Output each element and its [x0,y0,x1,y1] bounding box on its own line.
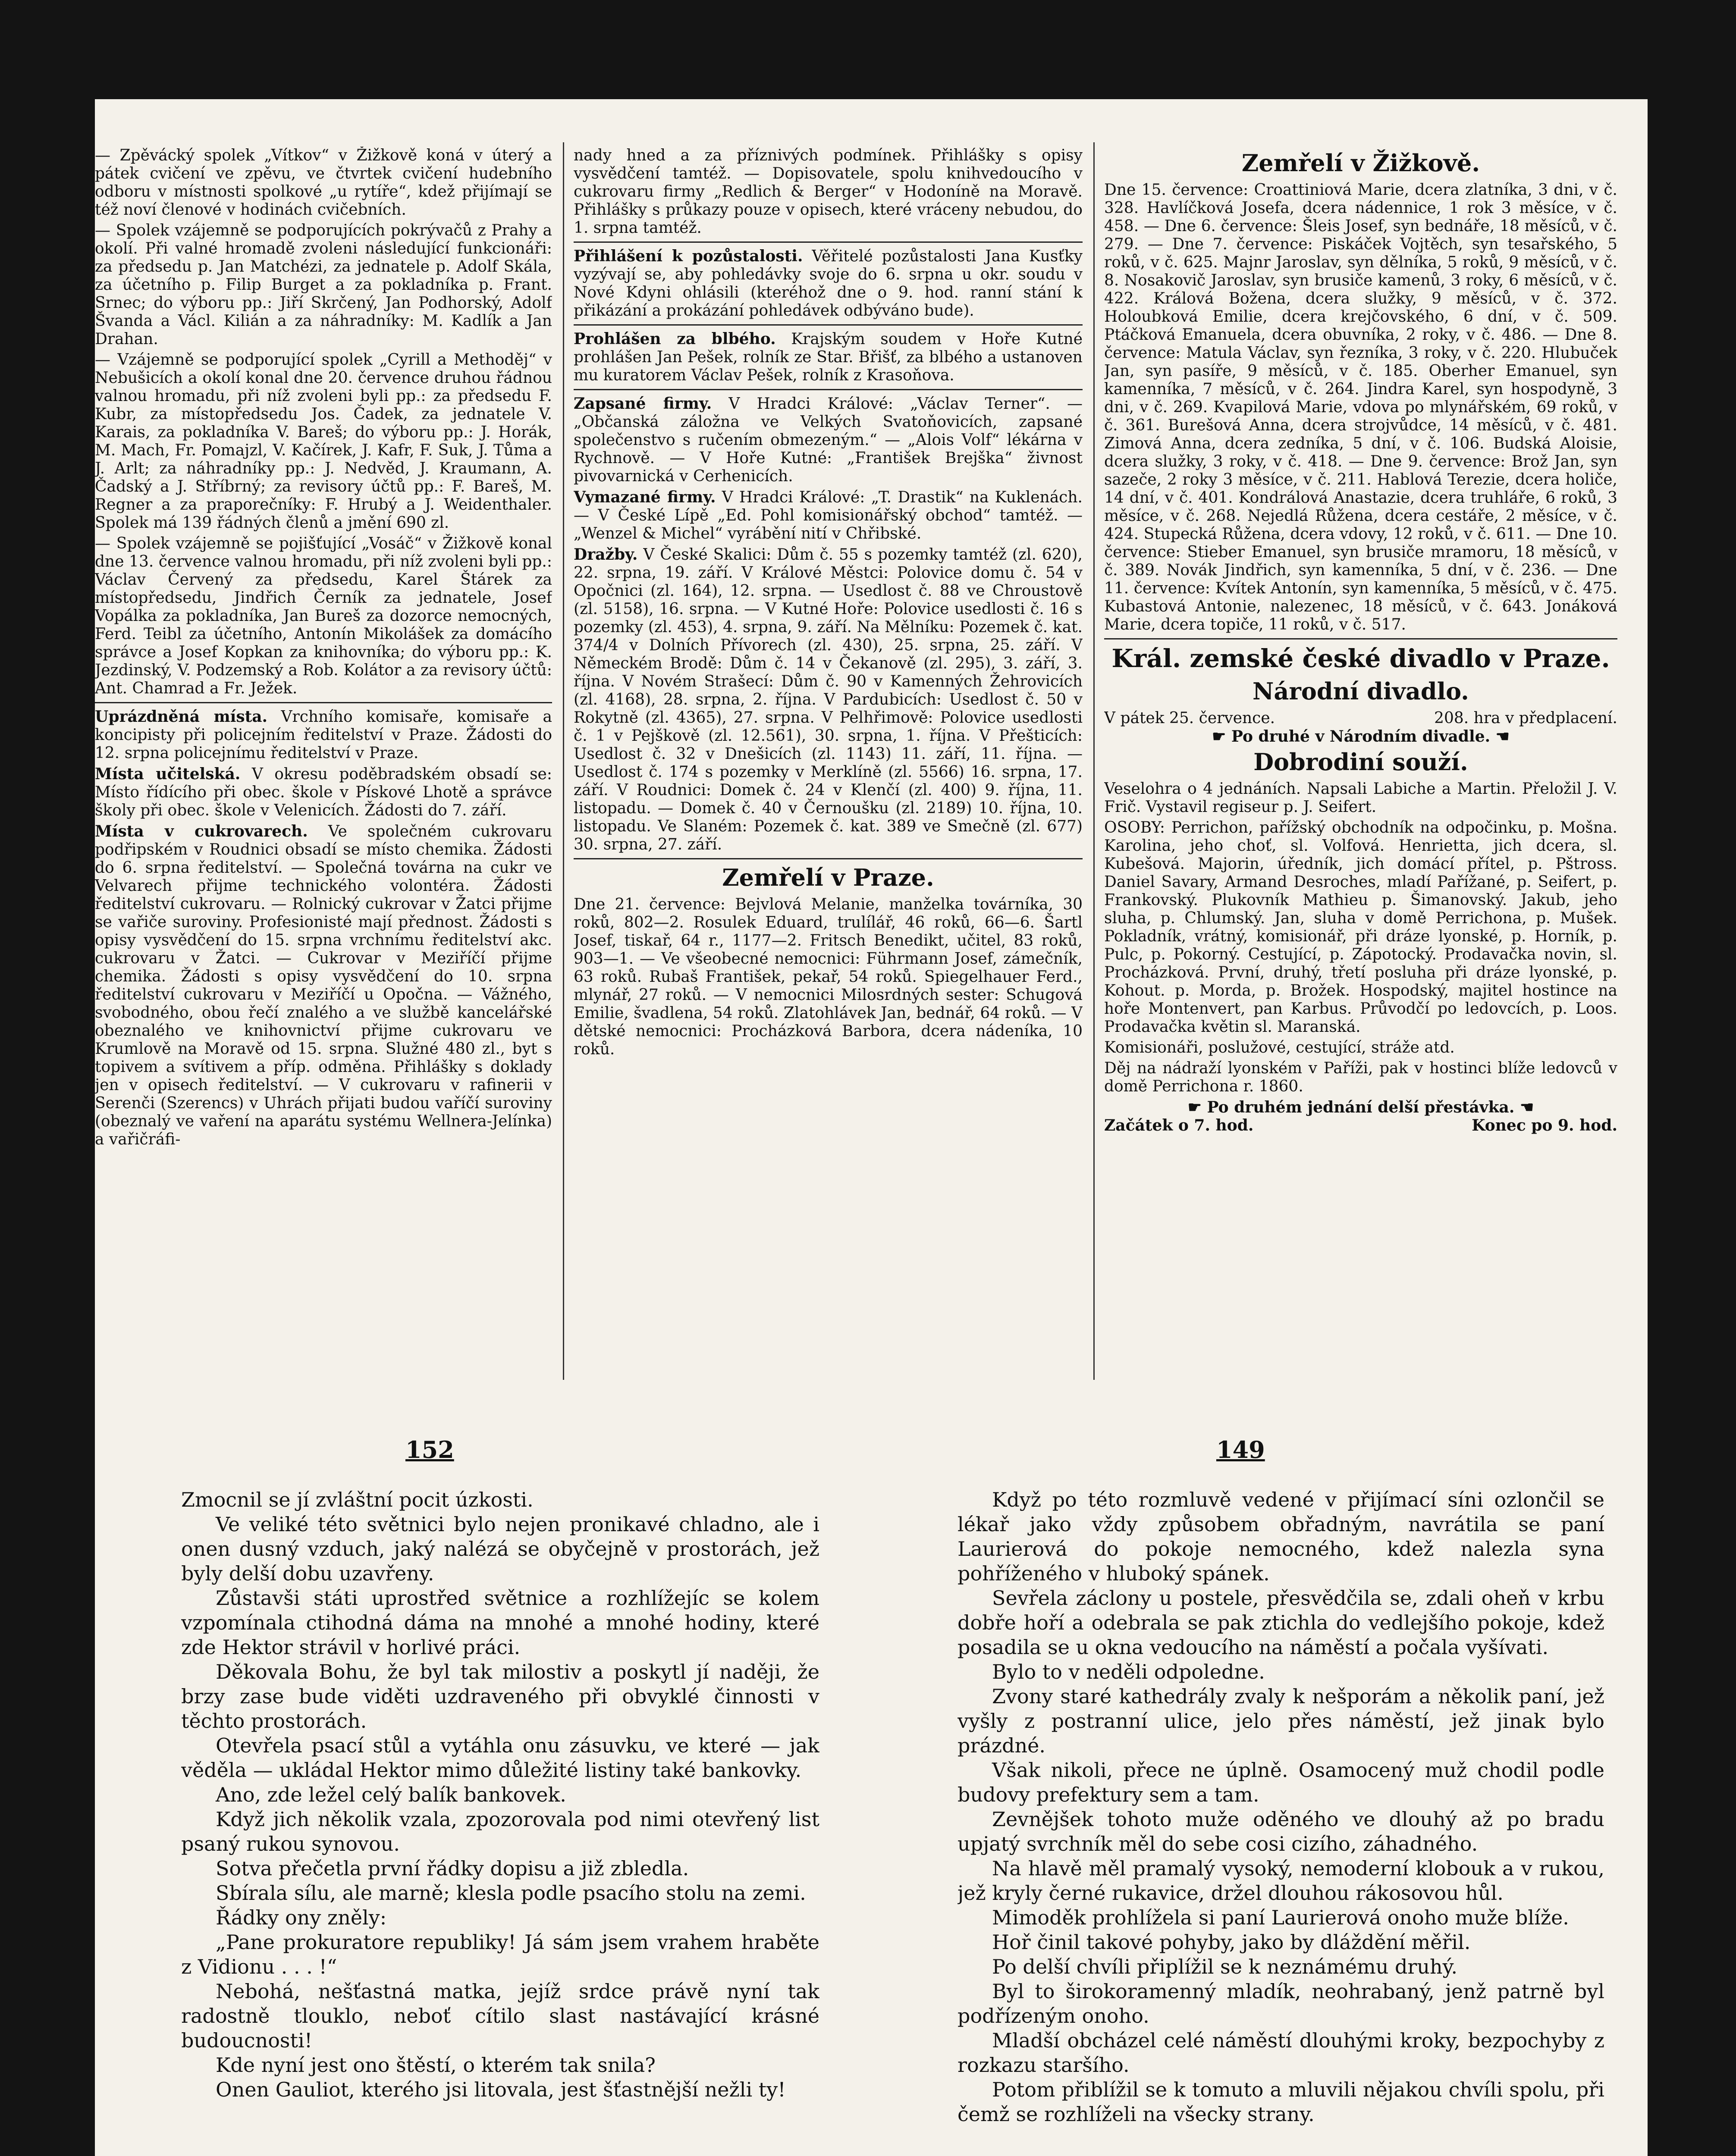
novel-paragraph: Sbírala sílu, ale marně; klesla podle psacího stolu na zemi. [216,1881,806,1905]
novel-paragraph: Zevnějšek tohoto muže oděného ve dlouhý až po bradu upjatý svrchník měl do sebe cosi cizího, záhadného. [957,1808,1604,1855]
column-2 [574,147,1083,1380]
page-number-left: 152 [405,1436,454,1463]
novel-paragraph: Ve veliké této světnici bylo nejen pronikavé chladno, ale i onen dusný vzduch, jaký nalézá se obyčejně v prostorách, jež byly delší dobu uzavřeny. [181,1513,819,1585]
novel-paragraph: Mimoděk prohlížela si paní Laurierová onoho muže blíže. [992,1906,1569,1929]
novel-paragraph: Když jich několik vzala, zpozorovala pod nimi otevřený list psaný rukou synovou. [181,1808,819,1855]
novel-paragraph: Když po této rozmluvě vedené v přijímací síni ozlončil se lékař jako vždy způsobem obřadným, navrátila se paní Laurierová do pokoje nemocného, kdež nalezla syna pohříženého v hluboký spánek. [957,1488,1604,1585]
novel-paragraph: Nebohá, nešťastná matka, jejíž srdce právě nyní tak radostně tlouklo, neboť cítilo slast nastávající krásné budoucnosti! [181,1980,819,2052]
novel-paragraph: Sotva přečetla první řádky dopisu a již zbledla. [216,1857,689,1880]
novel-paragraph: Onen Gauliot, kterého jsi litovala, jest šťastnější nežli ty! [216,2078,786,2101]
divider [95,702,552,703]
novel-page-right [957,1488,1604,2156]
novel-paragraph: Byl to širokoramenný mladík, neohrabaný, jenž patrně byl podřízeným onoho. [957,1980,1604,2028]
notice-text: Ve společném cukrovaru podřipském v Roudnici obsadí se místo chemika. Žádosti do 6. srpna ředitelství. — Společná továrna na cukr ve Velvarech přijme technického volontéra. Žádosti ředitelství cukrovaru. — Rolnický cukrovar v Žatci přijme se vařiče suroviny. Profesionisté mají přednost. Žádosti s opisy vysvědčení do 15. srpna vrchnímu ředitelství akc. cukrovaru v Žatci. — Cukrovar v Meziříčí přijme chemika. Žádosti s opisy vysvědčení do 10. srpna ředitelství cukrovaru v Meziříčí u Opočna. — Vážného, svobodného, obou řečí znalého a ve službě kancelářské obeznalého ve knihovnictví přijme cukrovaru ve Krumlově na Moravě od 15. srpna. Služné 480 zl., byt s topivem a svítivem a příp. odměna. Přihlášky s doklady jen v opisech ředitelství. — V cukrovaru v rafinerii v Serenči (Szerencs) v Uhrách přijati budou vaříčí suroviny (obeznalý ve vaření na aparátu systému Wellnera-Jelínka) a vařičráfi- [95,823,552,1148]
novel-page-left [181,1488,819,2156]
notice [574,247,1083,320]
news-item: — Spolek vzájemně se pojišťující „Vosáč“ v Žižkově konal dne 13. července valnou hromadu, při níž zvoleni byli pp.: Václav Červený za předsedu, Karel Štárek za místopředsedu, Jindřich Černík za jednatele, Josef Vopálka za pokladníka, Jan Bureš za dozorce nemocných, Ferd. Teibl za účetního, Antonín Mikolášek za domácího správce a Josef Kopkan za knihovníka; do výboru pp.: K. Jezdinský, V. Podzemský a Rob. Kolátor a za revisory účtů: Ant. Chamrad a Fr. Ježek. [95,535,552,697]
divider [574,241,1083,243]
notice-lead: Uprázdněná místa. [95,708,268,726]
novel-paragraph: Potom přiblížil se k tomuto a mluvili nějakou chvíli spolu, při čemž se rozhlíželi na všecky strany. [957,2078,1604,2126]
novel-paragraph: Po delší chvíli připlížil se k neznámému druhý. [992,1955,1458,1978]
notice-text: V České Skalici: Dům č. 55 s pozemky tamtéž (zl. 620), 22. srpna, 19. září. V Králové Městci: Polovice domu č. 54 v Opočnici (zl. 164), 12. srpna. — Usedlost č. 88 ve Chroustově (zl. 5158), 16. srpna. — V Kutné Hoře: Polovice usedlosti č. 16 s pozemky (zl. 453), 4. srpna, 9. září. Na Mělníku: Pozemek č. kat. 374/4 v Dolních Přívorech (zl. 430), 25. srpna, 25. září. V Německém Brodě: Dům č. 14 v Čekanově (zl. 295), 3. září, 3. října. V Novém Strašecí: Dům č. 90 v Kamenných Žehrovicích (zl. 4168), 28. srpna, 2. října. V Pardubicích: Usedlost č. 50 v Rokytně (zl. 4365), 27. srpna. V Pelhřimově: Polovice usedlosti č. 1 v Pejškově (zl. 12.561), 30. srpna, 1. října. V Přešticích: Usedlost č. 32 v Dnešicích (zl. 1143) 11. září, 11. října. — Usedlost č. 174 s pozemky v Merklíně (zl. 5566) 16. srpna, 17. září. V Roudnici: Domek č. 24 v Klenčí (zl. 400) 9. října, 11. listopadu. — Domek č. 40 v Černoušku (zl. 2189) 10. října, 10. listopadu. Ve Slaném: Pozemek č. kat. 389 ve Smečně (zl. 677) 30. srpna, 27. září. [574,546,1083,853]
novel-paragraph: Kde nyní jest ono štěstí, o kterém tak snila? [216,2053,656,2077]
page-number-right: 149 [1216,1436,1265,1463]
novel-paragraph: Hoř činil takové pohyby, jako by dláždění měřil. [992,1930,1471,1954]
column-3 [1104,147,1617,1380]
play-cast: OSOBY: Perrichon, pařížský obchodník na odpočinku, p. Mošna. Karolina, jeho choť, sl. Volfová. Henrietta, jich dcera, sl. Kubešová. Majorin, úředník, jich domácí přítel, p. Pštross. Daniel Savary, Armand Desroches, mladí Pařížané, p. Seifert, p. Frankovský. Plukovník Mathieu p. Šimanovský. Jakub, jeho sluha, p. Chlumský. Jan, sluha v domě Perrichona, p. Mušek. Pokladník, vrátný, komisionář, při dráze lyonské, p. Horník, p. Pulc, p. Pokorný. Cestující, p. Zápotocký. Prodavačka novin, sl. Procházková. První, druhý, třetí posluha při dráze lyonské, p. Kohout. p. Morda, p. Brožek. Hospodský, majitel hostince na hoře Montenvert, pan Karbus. Průvodčí po ledovcích, p. Loos. Prodavačka květin sl. Maranská. [1104,819,1617,1036]
notice [574,545,1083,854]
divider [1104,638,1617,639]
news-item: — Vzájemně se podporující spolek „Cyrill a Methoděj“ v Nebušicích a okolí konal dne 20. července druhou řádnou valnou hromadu, při níž zvoleni byli pp.: za předsedu F. Kubr, za místopředsedu Jos. Čadek, za jednatele V. Karais, za pokladníka V. Bareš; do výboru pp.: J. Horák, M. Mach, Fr. Pomajzl, V. Kačírek, J. Kafr, F. Suk, J. Tůma a J. Arlt; za náhradníky pp.: J. Nedvěd, J. Kraumann, A. Čadský a J. Stříbrný; za revisory účtů pp.: F. Bareš, M. Regner a za praporečníky: F. Hrubý a J. Weidenthaler. Spolek má 139 řádných členů a jmění 690 zl. [95,351,552,532]
newspaper-page [95,99,1648,2156]
notice-text: V Hradci Králové: „T. Drastik“ na Kuklenách. — V České Lípě „Ed. Pohl komisionářský obchod“ tamtéž. — „Wenzel & Michel“ vyrábění nití v Chřibské. [574,489,1083,542]
novel-paragraph: Otevřela psací stůl a vytáhla onu zásuvku, ve které — jak věděla — ukládal Hektor mimo důležité listiny také bankovky. [181,1734,819,1782]
novel-paragraph: Děkovala Bohu, že byl tak milostiv a poskytl jí naději, že brzy zase bude viděti uzdraveného při obvyklé činnosti v těchto prostorách. [181,1660,819,1733]
performance-note: ☛ Po druhé v Národním divadle. ☚ [1212,727,1510,746]
novel-paragraph: Však nikoli, přece ne úplně. Osamocený muž chodil podle budovy prefektury sem a tam. [957,1758,1604,1806]
novel-paragraph: Bylo to v neděli odpoledne. [992,1660,1265,1683]
notice-lead: Dražby. [574,545,638,564]
theatre-title: Král. zemské české divadlo v Praze. [1111,644,1610,673]
divider [574,324,1083,326]
column-1 [95,147,552,1380]
notice-lead: Vymazané firmy. [574,488,716,506]
column-rule [1093,142,1095,1380]
play-scene: Děj na nádraží lyonském v Paříži, pak v hostinci blíže ledovců v domě Perrichona r. 1860. [1104,1059,1617,1095]
notice-lead: Místa v cukrovarech. [95,822,308,840]
play-title: Dobrodiní souží. [1253,748,1468,776]
section-title-praha: Zemřelí v Praze. [722,864,934,891]
notice-text: Krajským soudem v Hoře Kutné prohlášen Jan Pešek, rolník ze Star. Břišť, za blbého a ustanoven mu kuratorem Václav Pešek, rolník z Krasoňova. [574,330,1083,384]
notice-lead: Přihlášení k pozůstalosti. [574,247,803,265]
column-rule [563,142,564,1380]
notice-lead: Místa učitelská. [95,765,241,783]
novel-paragraph: Zmocnil se jí zvláštní pocit úzkosti. [181,1488,534,1511]
theatre-subtitle: Národní divadlo. [1253,677,1469,705]
divider [574,389,1083,390]
section-title-zizkov: Zemřelí v Žižkově. [1241,149,1480,177]
start-time: Začátek o 7. hod. [1104,1116,1254,1134]
obituary-list: Dne 15. července: Croattiniová Marie, dcera zlatníka, 3 dni, v č. 328. Havlíčková Josefa, dcera nádennice, 1 rok 3 měsíce, v č. 458. — Dne 6. července: Šleis Josef, syn bednáře, 18 měsíců, v č. 279. — Dne 7. července: Piskáček Vojtěch, syn tesařského, 5 roků, v č. 625. Majnr Jaroslav, syn dělníka, 5 roků, 9 měsíců, v č. 8. Nosakovič Jaroslav, syn brusiče kamenů, 3 roky, 6 měsíců, v č. 422. Králová Božena, dcera služky, 9 měsíců, v č. 372. Holoubková Emilie, dcera krejčovského, 6 dní, v č. 509. Ptáčková Emanuela, dcera obuvníka, 2 roky, v č. 486. — Dne 8. července: Matula Václav, syn řezníka, 3 roky, v č. 220. Hlubuček Jan, syn pasíře, 9 měsíců, v č. 185. Oberher Emanuel, syn kamenníka, 7 měsíců, v č. 264. Jindra Karel, syn hospodyně, 3 dni, v č. 269. Kvapilová Marie, vdova po mlynářském, 69 roků, v č. 361. Burešová Anna, dcera strojvůdce, 14 měsíců, v č. 481. Zimová Anna, dcera zedníka, 5 dní, v č. 106. Budská Aloisie, dcera služky, 3 roky, v č. 418. — Dne 9. července: Brož Jan, syn sazeče, 2 roky 3 měsíce, v č. 211. Hablová Terezie, dcera holiče, 14 dní, v č. 401. Kondrálová Anastazie, dcera truhláře, 6 roků, 3 měsíce, v č. 268. Nejedlá Růžena, dcera cestáře, 2 měsíce, v č. 424. Stupecká Růžena, dcera vdovy, 12 roků, v č. 611. — Dne 10. července: Stieber Emanuel, syn brusiče mramoru, 18 měsíců, v č. 389. Novák Jindřich, syn kamenníka, 5 dní, v č. 236. — Dne 11. července: Kvítek Antonín, syn kamenníka, 5 měsíců, v č. 475. Kubastová Antonie, nalezenec, 18 měsíců, v č. 643. Jonáková Marie, dcera topiče, 11 roků, v č. 517. [1104,181,1617,633]
novel-paragraph: Sevřela záclony u postele, přesvědčila se, zdali oheň v krbu dobře hoří a odebrala se pak ztichla do vedlejšího pokoje, kdež posadila se u okna vedoucího na náměstí a počala vyšívati. [957,1586,1604,1659]
performance-line [1104,709,1617,727]
notice [95,765,552,820]
notice-lead: Zapsané firmy. [574,395,712,413]
end-time: Konec po 9. hod. [1472,1116,1617,1134]
novel-paragraph: Ano, zde ležel celý balík bankovek. [216,1783,566,1806]
divider [574,858,1083,859]
showtimes [1104,1116,1617,1134]
novel-paragraph: Na hlavě měl pramalý vysoký, nemoderní klobouk a v rukou, jež kryly černé rukavice, držel dlouhou rákosovou hůl. [957,1857,1604,1905]
play-credits: Veselohra o 4 jednáních. Napsali Labiche a Martin. Přeložil J. V. Frič. Vystavil regiseur p. J. Seifert. [1104,780,1617,816]
play-extras: Komisionáři, poslužové, cestující, stráže atd. [1104,1039,1455,1056]
notice [574,488,1083,543]
notice-text: V Hradci Králové: „Václav Terner“. — „Občanská záložna ve Velkých Svatoňovicích, zapsané společenstvo s ručením obmezeným.“ — „Alois Volf“ lékárna v Rychnově. — V Hoře Kutné: „František Brejška“ živnost pivovarnická v Cerhenicích. [574,395,1083,485]
news-item: — Zpěvácký spolek „Vítkov“ v Žižkově koná v úterý a pátek cvičení ve zpěvu, ve čtvrtek cvičení hudebního odboru v místnosti spolkové „u rytíře“, kdež přijímají se též noví členové v hodinách cvičebních. [95,147,552,219]
news-item: nady hned a za příznivých podmínek. Přihlášky s opisy vysvědčení tamtéž. — Dopisovatele, spolu knihvedoucího v cukrovaru firmy „Redlich & Berger“ v Hodoníně na Moravě. Přihlášky s průkazy pouze v opisech, které vráceny nebudou, do 1. srpna tamtéž. [574,147,1083,237]
obituary-list: Dne 21. července: Bejvlová Melanie, manželka továrníka, 30 roků, 802—2. Rosulek Eduard, trulílář, 46 roků, 66—6. Šartl Josef, tiskař, 64 r., 1177—2. Fritsch Benedikt, učitel, 83 roků, 903—1. — Ve všeobecné nemocnici: Führmann Josef, zámečník, 63 roků. Rubaš František, pekař, 54 roků. Spiegelhauer Ferd., mlynář, 27 roků. — V nemocnici Milosrdných sester: Schugová Emilie, švadlena, 54 roků. Zlatohlávek Jan, bednář, 64 roků. — V dětské nemocnici: Procházková Barbora, dcera nádeníka, 10 roků. [574,896,1083,1058]
notice-text: Vrchního komisaře, komisaře a koncipisty při policejním ředitelství v Praze. Žádosti do 12. srpna policejnímu ředitelství v Praze. [95,708,552,762]
novel-paragraph: Zůstavši státi uprostřed světnice a rozhlížejíc se kolem vzpomínala ctihodná dáma na mnohé a mnohé hodiny, které zde Hektor strávil v horlivé práci. [181,1586,819,1659]
intermission-note: ☛ Po druhém jednání delší přestávka. ☚ [1187,1098,1534,1116]
notice-lead: Prohlášen za blbého. [574,330,776,348]
notice [574,330,1083,385]
notice [95,708,552,762]
novel-paragraph: Řádky ony zněly: [216,1906,387,1929]
performance-date: V pátek 25. července. [1104,709,1275,727]
novel-paragraph: Zvony staré kathedrály zvaly k nešporám a několik paní, jež vyšly z postranní ulice, jelo přes náměstí, jež jinak bylo prázdné. [957,1685,1604,1757]
notice-text: V okresu poděbradském obsadí se: Místo řídícího při obec. škole v Pískové Lhotě a správce školy při obec. škole v Velenicích. Žádosti do 7. září. [95,765,552,819]
novel-paragraph: „Pane prokuratore republiky! Já sám jsem vrahem hraběte z Vidionu . . . !“ [181,1930,819,1978]
news-item: — Spolek vzájemně se podporujících pokrývačů z Prahy a okolí. Při valné hromadě zvoleni následující funkcionáři: za předsedu p. Jan Matchézi, za jednatele p. Adolf Skála, za účetního p. Filip Burget a za pokladníka p. Frant. Srnec; do výboru pp.: Jiří Skrčený, Jan Podhorský, Adolf Švanda a Václ. Kilián a za náhradníky: M. Kadlík a Jan Drahan. [95,222,552,348]
notice [95,822,552,1149]
novel-paragraph: Mladší obcházel celé náměstí dlouhými kroky, bezpochyby z rozkazu staršího. [957,2029,1604,2077]
notice-text: Věřitelé pozůstalosti Jana Kusťky vyzývají se, aby pohledávky svoje do 6. srpna u okr. soudu v Nové Kdyni ohlásili (kteréhož dne o 9. hod. ranní stání k přikázání a prokázání pohledávek odbýváno bude). [574,248,1083,320]
subscription-number: 208. hra v předplacení. [1434,709,1617,727]
notice [574,395,1083,486]
